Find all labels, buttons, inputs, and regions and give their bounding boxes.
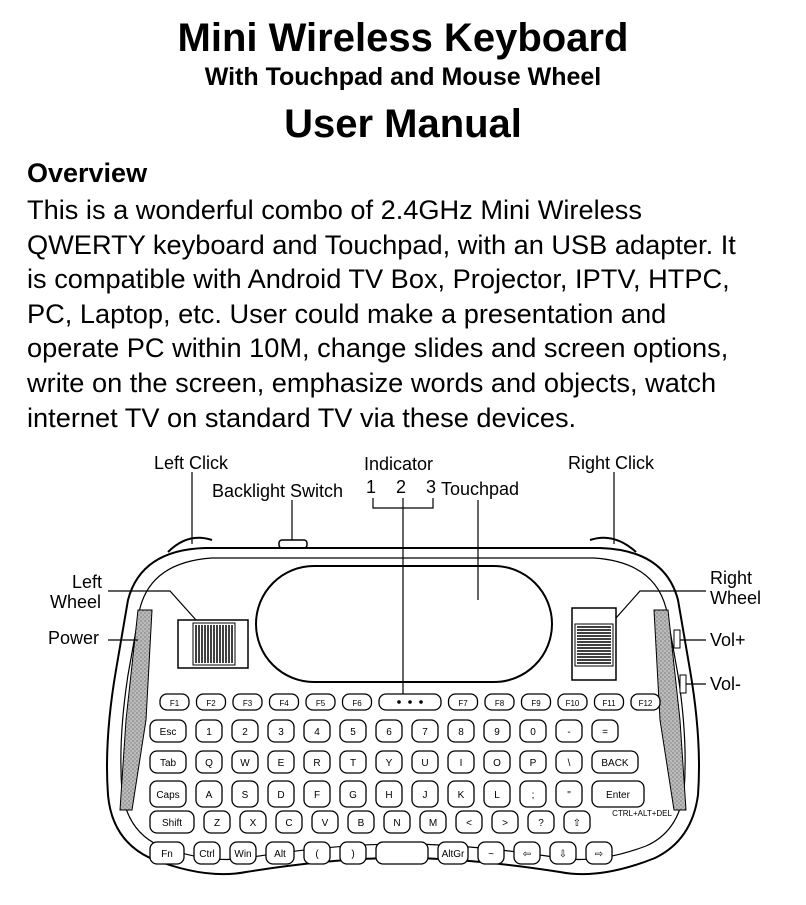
key-label: O bbox=[493, 758, 501, 769]
key bbox=[197, 694, 226, 710]
key bbox=[420, 811, 446, 833]
key bbox=[230, 842, 256, 864]
key-label: < bbox=[466, 818, 472, 829]
key bbox=[304, 781, 330, 807]
key-label: E bbox=[277, 758, 285, 769]
key-label: Tab bbox=[159, 758, 177, 769]
overview-line: operate PC within 10M, change slides and screen options, bbox=[27, 332, 729, 364]
key bbox=[150, 720, 186, 742]
key bbox=[448, 751, 474, 773]
key-label: T bbox=[349, 758, 357, 769]
key-label: F2 bbox=[206, 699, 216, 708]
key bbox=[558, 694, 587, 710]
key bbox=[233, 694, 262, 710]
key-label: ( bbox=[315, 849, 319, 860]
key bbox=[304, 842, 330, 864]
key bbox=[522, 694, 551, 710]
key bbox=[631, 694, 660, 710]
key-label: Y bbox=[385, 758, 393, 769]
key bbox=[304, 751, 330, 773]
key bbox=[438, 842, 468, 864]
key-label: 5 bbox=[350, 727, 356, 738]
label-vol-up: Vol+ bbox=[710, 630, 746, 650]
key bbox=[449, 694, 478, 710]
key-label: F8 bbox=[494, 699, 505, 708]
label-power: Power bbox=[48, 628, 100, 648]
key bbox=[484, 751, 510, 773]
key-label: D bbox=[277, 790, 285, 801]
key-label: L bbox=[494, 790, 500, 801]
key-label: ⇩ bbox=[558, 849, 568, 860]
key bbox=[592, 751, 638, 773]
key-label: N bbox=[393, 818, 401, 829]
key bbox=[150, 751, 186, 773]
key bbox=[268, 781, 294, 807]
key bbox=[550, 842, 576, 864]
key bbox=[485, 694, 514, 710]
key-label: X bbox=[249, 818, 257, 829]
manual-subtitle: With Touchpad and Mouse Wheel bbox=[204, 63, 602, 91]
key-label: J bbox=[422, 790, 428, 801]
key bbox=[304, 720, 330, 742]
key bbox=[196, 751, 222, 773]
key bbox=[586, 842, 612, 864]
overview-line: PC, Laptop, etc. User could make a presentation and bbox=[27, 297, 667, 329]
key bbox=[595, 694, 624, 710]
key bbox=[592, 781, 644, 807]
key-label: F4 bbox=[279, 699, 289, 708]
led bbox=[408, 700, 412, 704]
key bbox=[340, 720, 366, 742]
manual-title: Mini Wireless Keyboard bbox=[177, 16, 629, 60]
label-right-wheel-2: Wheel bbox=[710, 588, 762, 608]
key bbox=[343, 694, 372, 710]
key bbox=[376, 781, 402, 807]
left-wheel bbox=[178, 620, 248, 668]
key bbox=[556, 751, 582, 773]
key-label: 2 bbox=[242, 727, 248, 738]
key-label: Alt bbox=[274, 849, 286, 860]
key-label: - bbox=[567, 727, 571, 738]
key-label: 9 bbox=[494, 727, 500, 738]
key-label: U bbox=[421, 758, 429, 769]
key bbox=[478, 842, 504, 864]
key bbox=[492, 811, 518, 833]
key bbox=[412, 720, 438, 742]
enter-sub-label: CTRL+ALT+DEL bbox=[612, 809, 672, 818]
key bbox=[268, 751, 294, 773]
overview-line: internet TV on standard TV via these devices. bbox=[27, 401, 577, 433]
key-label: " bbox=[567, 790, 571, 801]
key bbox=[514, 842, 540, 864]
key bbox=[150, 842, 184, 864]
key bbox=[412, 751, 438, 773]
key-label: G bbox=[349, 790, 357, 801]
key-label: Q bbox=[205, 758, 213, 769]
key bbox=[340, 781, 366, 807]
indicator-leds bbox=[379, 694, 441, 710]
key bbox=[232, 781, 258, 807]
key-label: K bbox=[457, 790, 465, 801]
key-label: R bbox=[313, 758, 321, 769]
key-label: F7 bbox=[458, 699, 468, 708]
key bbox=[520, 720, 546, 742]
key bbox=[340, 842, 366, 864]
key-label: F6 bbox=[352, 699, 362, 708]
key-label: Enter bbox=[606, 790, 630, 801]
key-label: F3 bbox=[242, 699, 253, 708]
key-label: Z bbox=[213, 818, 221, 829]
label-vol-down: Vol- bbox=[710, 674, 742, 694]
key-label: ? bbox=[538, 818, 544, 829]
key-label: Esc bbox=[159, 727, 177, 738]
key-label: 7 bbox=[422, 727, 428, 738]
key bbox=[340, 751, 366, 773]
key bbox=[204, 811, 230, 833]
led bbox=[397, 700, 401, 704]
key-label: F bbox=[313, 790, 321, 801]
label-indicator-3: 3 bbox=[426, 477, 437, 497]
key-label: H bbox=[385, 790, 393, 801]
key-label: Fn bbox=[161, 849, 173, 860]
key-label: 1 bbox=[206, 727, 212, 738]
key bbox=[268, 720, 294, 742]
key-label: 0 bbox=[530, 727, 536, 738]
key-label: Shift bbox=[161, 818, 183, 829]
key-label: \ bbox=[567, 758, 571, 769]
key bbox=[232, 720, 258, 742]
manual-doc-type: User Manual bbox=[284, 102, 522, 146]
key bbox=[376, 842, 428, 864]
overview-line: QWERTY keyboard and Touchpad, with an USB adapter. It bbox=[27, 228, 736, 260]
key bbox=[266, 842, 294, 864]
key-label: ; bbox=[531, 790, 535, 801]
key bbox=[196, 720, 222, 742]
key bbox=[528, 811, 554, 833]
key-label: C bbox=[285, 818, 293, 829]
key-label: ⇧ bbox=[572, 818, 582, 829]
key bbox=[556, 720, 582, 742]
key bbox=[196, 781, 222, 807]
key-label: 8 bbox=[458, 727, 464, 738]
touchpad bbox=[256, 566, 552, 682]
key bbox=[240, 811, 266, 833]
label-backlight-switch: Backlight Switch bbox=[212, 481, 344, 501]
key-label: F9 bbox=[531, 699, 541, 708]
key-label: Caps bbox=[156, 790, 180, 801]
key-label: 4 bbox=[314, 727, 320, 738]
key-label: = bbox=[602, 727, 608, 738]
key bbox=[376, 720, 402, 742]
key-label: ⇦ bbox=[522, 849, 532, 860]
label-touchpad: Touchpad bbox=[441, 479, 520, 499]
key bbox=[270, 694, 299, 710]
key bbox=[484, 720, 510, 742]
key bbox=[160, 694, 189, 710]
key-label: M bbox=[428, 818, 438, 829]
keyboard-diagram bbox=[0, 440, 806, 905]
overview-line: This is a wonderful combo of 2.4GHz Mini Wireless bbox=[27, 194, 642, 225]
key bbox=[312, 811, 338, 833]
key-label: F1 bbox=[169, 699, 180, 708]
key-cap bbox=[376, 842, 428, 864]
key bbox=[348, 811, 374, 833]
key-label: V bbox=[321, 818, 329, 829]
key bbox=[194, 842, 220, 864]
key bbox=[376, 751, 402, 773]
label-left-wheel-2: Wheel bbox=[50, 592, 102, 612]
key bbox=[448, 720, 474, 742]
key bbox=[306, 694, 335, 710]
key bbox=[520, 781, 546, 807]
label-left-wheel-1: Left bbox=[72, 572, 103, 592]
overview-line: write on the screen, emphasize words and objects, watch bbox=[27, 366, 717, 398]
key-label: 3 bbox=[278, 727, 284, 738]
key-label: ~ bbox=[488, 849, 494, 860]
key bbox=[520, 751, 546, 773]
key bbox=[150, 781, 186, 807]
key-label: BACK bbox=[601, 758, 629, 769]
key bbox=[564, 811, 590, 833]
key bbox=[150, 811, 194, 833]
key bbox=[592, 720, 618, 742]
label-indicator-2: 2 bbox=[396, 477, 407, 497]
overview-paragraph bbox=[27, 193, 802, 435]
label-right-click: Right Click bbox=[568, 453, 655, 473]
key-label: Win bbox=[234, 849, 252, 860]
key bbox=[484, 781, 510, 807]
key bbox=[412, 781, 438, 807]
key-label: ) bbox=[351, 849, 355, 860]
key-label: F11 bbox=[602, 699, 616, 708]
key-label: Ctrl bbox=[199, 849, 215, 860]
key-label: W bbox=[240, 758, 250, 769]
overview-line: is compatible with Android TV Box, Projector, IPTV, HTPC, bbox=[27, 263, 730, 295]
label-right-wheel-1: Right bbox=[710, 568, 753, 588]
key bbox=[556, 781, 582, 807]
label-indicator: Indicator bbox=[364, 454, 434, 474]
key-label: F5 bbox=[315, 699, 326, 708]
label-indicator-1: 1 bbox=[366, 477, 377, 497]
key-label: S bbox=[241, 790, 249, 801]
key-label: F10 bbox=[565, 699, 580, 708]
key bbox=[232, 751, 258, 773]
key-label: ⇨ bbox=[594, 849, 604, 860]
overview-heading: Overview bbox=[27, 158, 148, 188]
key bbox=[448, 781, 474, 807]
key bbox=[384, 811, 410, 833]
key bbox=[456, 811, 482, 833]
key-label: F12 bbox=[638, 699, 653, 708]
key-label: > bbox=[502, 818, 508, 829]
key-label: A bbox=[205, 790, 213, 801]
right-wheel bbox=[572, 608, 616, 680]
key-label: I bbox=[459, 758, 463, 769]
key-label: AltGr bbox=[441, 849, 465, 860]
led bbox=[419, 700, 423, 704]
key bbox=[276, 811, 302, 833]
label-left-click: Left Click bbox=[154, 453, 229, 473]
key-label: 6 bbox=[386, 727, 392, 738]
key-label: B bbox=[357, 818, 365, 829]
key-label: P bbox=[529, 758, 537, 769]
backlight-switch bbox=[279, 540, 307, 548]
